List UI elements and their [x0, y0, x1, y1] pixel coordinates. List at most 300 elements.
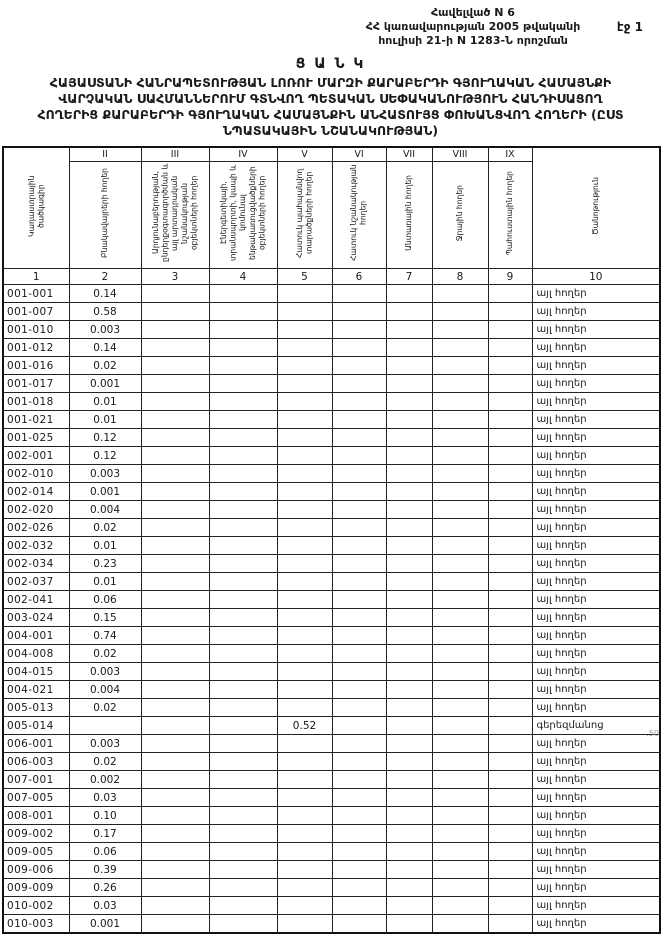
- value-cell: [141, 501, 209, 519]
- value-cell: [488, 501, 532, 519]
- table-row: [3, 375, 660, 393]
- column-header-text: Արդյունաբերության, ընդերքօգտագործման և այլ արտադրական նշանակության օբյեկտների հողեր: [151, 163, 199, 263]
- value-cell: [277, 753, 332, 771]
- remark-cell: այլ հողեր: [532, 699, 660, 717]
- remark-cell: այլ հողեր: [532, 483, 660, 501]
- value-cell: 0.06: [69, 843, 141, 861]
- value-cell: [432, 681, 488, 699]
- value-cell: [386, 573, 432, 591]
- table-row: [3, 285, 660, 303]
- value-cell: [386, 627, 432, 645]
- value-cell: [432, 357, 488, 375]
- code-cell: 001-001: [3, 285, 69, 303]
- value-cell: [488, 393, 532, 411]
- column-header-text: Էներգետիկայի, տրանսպորտի, կապի և կոմունալ ենթակառուցվածքների օբյեկտների հողեր: [219, 164, 267, 262]
- code-cell: 010-003: [3, 915, 69, 934]
- value-cell: [386, 609, 432, 627]
- column-number-cell: 9: [488, 269, 532, 285]
- value-cell: [69, 717, 141, 735]
- value-cell: [432, 591, 488, 609]
- value-cell: [141, 897, 209, 915]
- value-cell: [209, 537, 277, 555]
- value-cell: [141, 879, 209, 897]
- code-cell: 008-001: [3, 807, 69, 825]
- value-cell: [386, 465, 432, 483]
- value-cell: [332, 771, 386, 789]
- value-cell: [209, 447, 277, 465]
- remark-cell: այլ հողեր: [532, 555, 660, 573]
- page-number: էջ 1: [616, 20, 643, 34]
- value-cell: [141, 375, 209, 393]
- column-number-cell: 2: [69, 269, 141, 285]
- header-row-roman: [3, 147, 660, 162]
- value-cell: [488, 321, 532, 339]
- value-cell: 0.01: [69, 537, 141, 555]
- value-cell: [432, 429, 488, 447]
- value-cell: [209, 393, 277, 411]
- value-cell: [141, 591, 209, 609]
- value-cell: [141, 339, 209, 357]
- value-cell: [488, 825, 532, 843]
- table-row: [3, 753, 660, 771]
- value-cell: [432, 861, 488, 879]
- remark-cell: այլ հողեր: [532, 285, 660, 303]
- code-cell: 007-001: [3, 771, 69, 789]
- value-cell: [488, 429, 532, 447]
- value-cell: 0.003: [69, 663, 141, 681]
- value-cell: [488, 555, 532, 573]
- column-header-cell: [209, 162, 277, 269]
- value-cell: [277, 699, 332, 717]
- code-cell: 001-010: [3, 321, 69, 339]
- column-header-text: Բնակավայրերի հողեր: [100, 168, 110, 258]
- remark-cell: այլ հողեր: [532, 843, 660, 861]
- remark-cell: այլ հողեր: [532, 519, 660, 537]
- value-cell: [209, 663, 277, 681]
- column-header-text: Հատուկ պահպանվող տարածքների հողեր: [294, 168, 314, 258]
- code-cell: 002-034: [3, 555, 69, 573]
- value-cell: [332, 897, 386, 915]
- value-cell: [432, 807, 488, 825]
- value-cell: [432, 519, 488, 537]
- code-cell: 001-017: [3, 375, 69, 393]
- table-row: [3, 321, 660, 339]
- table-row: [3, 555, 660, 573]
- value-cell: [432, 483, 488, 501]
- value-cell: [432, 627, 488, 645]
- value-cell: [432, 501, 488, 519]
- column-number-cell: 1: [3, 269, 69, 285]
- value-cell: 0.23: [69, 555, 141, 573]
- value-cell: 0.03: [69, 789, 141, 807]
- remark-cell: այլ հողեր: [532, 357, 660, 375]
- value-cell: [332, 825, 386, 843]
- column-header-text: Անտառային հողեր: [404, 175, 414, 251]
- subtitle-line-3: ՀՈՂԵՐԻՑ ՔԱՐԱԲԵՐԴԻ ԳՅՈՒՂԱԿԱՆ ՀԱՄԱՅՆՔԻՆ ԱՆՀԱՏՈՒՅՑ ՓՈԽԱՆՑՎՈՂ ՀՈՂԵՐԻ (ԸՍՏ: [37, 107, 624, 122]
- table-row: [3, 897, 660, 915]
- value-cell: 0.01: [69, 393, 141, 411]
- value-cell: [209, 501, 277, 519]
- table-row: [3, 573, 660, 591]
- value-cell: [209, 321, 277, 339]
- code-cell: 002-001: [3, 447, 69, 465]
- value-cell: [141, 807, 209, 825]
- value-cell: 0.17: [69, 825, 141, 843]
- land-table: [2, 146, 661, 934]
- value-cell: [432, 537, 488, 555]
- value-cell: [488, 285, 532, 303]
- value-cell: [277, 807, 332, 825]
- value-cell: [432, 555, 488, 573]
- table-row: [3, 807, 660, 825]
- value-cell: [141, 447, 209, 465]
- value-cell: [141, 555, 209, 573]
- value-cell: [277, 735, 332, 753]
- value-cell: [386, 771, 432, 789]
- value-cell: [332, 555, 386, 573]
- remark-cell: այլ հողեր: [532, 573, 660, 591]
- value-cell: [332, 501, 386, 519]
- value-cell: [277, 627, 332, 645]
- value-cell: [386, 861, 432, 879]
- value-cell: 0.12: [69, 429, 141, 447]
- table-row: [3, 681, 660, 699]
- code-cell: 009-006: [3, 861, 69, 879]
- value-cell: [332, 465, 386, 483]
- value-cell: [141, 573, 209, 591]
- value-cell: [141, 465, 209, 483]
- column-number-cell: 8: [432, 269, 488, 285]
- value-cell: [141, 483, 209, 501]
- value-cell: [277, 411, 332, 429]
- value-cell: [141, 411, 209, 429]
- value-cell: [141, 843, 209, 861]
- value-cell: [332, 429, 386, 447]
- value-cell: [277, 519, 332, 537]
- value-cell: 0.15: [69, 609, 141, 627]
- code-cell: 002-020: [3, 501, 69, 519]
- code-cell: 007-005: [3, 789, 69, 807]
- table-row: [3, 717, 660, 735]
- table-row: [3, 393, 660, 411]
- value-cell: [488, 807, 532, 825]
- value-cell: [386, 501, 432, 519]
- value-cell: [386, 825, 432, 843]
- value-cell: [432, 285, 488, 303]
- value-cell: [277, 357, 332, 375]
- value-cell: [277, 285, 332, 303]
- value-cell: [209, 735, 277, 753]
- value-cell: 0.02: [69, 753, 141, 771]
- value-cell: [332, 699, 386, 717]
- value-cell: [488, 717, 532, 735]
- column-header-cell: [69, 162, 141, 269]
- value-cell: [488, 591, 532, 609]
- value-cell: [332, 915, 386, 934]
- value-cell: [209, 879, 277, 897]
- remark-cell: այլ հողեր: [532, 627, 660, 645]
- value-cell: [209, 573, 277, 591]
- header-row-numbers: [3, 269, 660, 285]
- value-cell: [432, 843, 488, 861]
- remark-cell: գերեզմանոց: [532, 717, 660, 735]
- table-row: [3, 501, 660, 519]
- value-cell: 0.004: [69, 501, 141, 519]
- value-cell: [141, 789, 209, 807]
- code-cell: 001-012: [3, 339, 69, 357]
- value-cell: 0.26: [69, 879, 141, 897]
- value-cell: [209, 303, 277, 321]
- column-number-cell: 6: [332, 269, 386, 285]
- value-cell: [277, 465, 332, 483]
- value-cell: [209, 681, 277, 699]
- value-cell: [386, 339, 432, 357]
- value-cell: [277, 375, 332, 393]
- value-cell: [141, 681, 209, 699]
- value-cell: [141, 753, 209, 771]
- column-header-cadastral-code: [3, 147, 69, 269]
- value-cell: [277, 501, 332, 519]
- value-cell: [386, 699, 432, 717]
- value-cell: [386, 375, 432, 393]
- value-cell: 0.02: [69, 357, 141, 375]
- value-cell: [432, 303, 488, 321]
- value-cell: 0.01: [69, 411, 141, 429]
- value-cell: [332, 303, 386, 321]
- roman-numeral-cell: V: [277, 147, 332, 162]
- value-cell: [332, 483, 386, 501]
- code-cell: 005-013: [3, 699, 69, 717]
- remark-cell: այլ հողեր: [532, 681, 660, 699]
- code-cell: 001-018: [3, 393, 69, 411]
- value-cell: [432, 375, 488, 393]
- column-header-text: Հատուկ նշանակության հողեր: [349, 164, 368, 262]
- value-cell: [332, 735, 386, 753]
- value-cell: [432, 753, 488, 771]
- value-cell: [386, 357, 432, 375]
- value-cell: [332, 357, 386, 375]
- value-cell: 0.003: [69, 465, 141, 483]
- value-cell: [332, 807, 386, 825]
- value-cell: [488, 357, 532, 375]
- remark-cell: այլ հողեր: [532, 807, 660, 825]
- table-row: [3, 645, 660, 663]
- remark-cell: այլ հողեր: [532, 897, 660, 915]
- code-cell: 009-002: [3, 825, 69, 843]
- value-cell: 0.39: [69, 861, 141, 879]
- value-cell: [432, 447, 488, 465]
- roman-numeral-cell: III: [141, 147, 209, 162]
- value-cell: [386, 591, 432, 609]
- code-cell: 004-021: [3, 681, 69, 699]
- value-cell: [386, 843, 432, 861]
- remark-cell: այլ հողեր: [532, 609, 660, 627]
- remark-cell: այլ հողեր: [532, 915, 660, 934]
- table-row: [3, 465, 660, 483]
- value-cell: [209, 591, 277, 609]
- value-cell: [141, 429, 209, 447]
- value-cell: [209, 465, 277, 483]
- value-cell: [488, 483, 532, 501]
- remark-cell: այլ հողեր: [532, 537, 660, 555]
- value-cell: [432, 393, 488, 411]
- table-head: [3, 147, 660, 285]
- table-row: [3, 843, 660, 861]
- value-cell: [141, 537, 209, 555]
- value-cell: [332, 609, 386, 627]
- code-cell: 004-008: [3, 645, 69, 663]
- code-cell: 002-041: [3, 591, 69, 609]
- value-cell: [209, 429, 277, 447]
- code-cell: 001-007: [3, 303, 69, 321]
- column-header-text: Կադաստրային ծածկագիր: [26, 175, 46, 237]
- column-header-remark: [532, 147, 660, 269]
- value-cell: [332, 681, 386, 699]
- value-cell: [432, 609, 488, 627]
- appendix-line-2: ՀՀ կառավարության 2005 թվականի: [365, 20, 581, 33]
- value-cell: [488, 861, 532, 879]
- table-row: [3, 825, 660, 843]
- value-cell: [488, 681, 532, 699]
- roman-numeral-cell: VII: [386, 147, 432, 162]
- value-cell: [432, 321, 488, 339]
- value-cell: [386, 411, 432, 429]
- value-cell: [488, 447, 532, 465]
- subtitle-line-1: ՀԱՅԱՍՏԱՆԻ ՀԱՆՐԱՊԵՏՈՒԹՅԱՆ ԼՈՌՈՒ ՄԱՐԶԻ ՔԱՐԱԲԵՐԴԻ ԳՅՈՒՂԱԿԱՆ ՀԱՄԱՅՆՔԻ: [49, 75, 612, 90]
- value-cell: 0.12: [69, 447, 141, 465]
- value-cell: [141, 699, 209, 717]
- value-cell: [332, 447, 386, 465]
- value-cell: [141, 861, 209, 879]
- value-cell: [386, 429, 432, 447]
- value-cell: [277, 537, 332, 555]
- value-cell: 0.004: [69, 681, 141, 699]
- document-subtitle: [0, 75, 661, 139]
- value-cell: [277, 825, 332, 843]
- value-cell: [432, 663, 488, 681]
- value-cell: [141, 285, 209, 303]
- remark-cell: այլ հողեր: [532, 375, 660, 393]
- column-header-text: Ջրային հողեր: [455, 184, 465, 242]
- value-cell: [386, 303, 432, 321]
- value-cell: [332, 411, 386, 429]
- value-cell: [209, 375, 277, 393]
- value-cell: [332, 375, 386, 393]
- roman-numeral-cell: VI: [332, 147, 386, 162]
- value-cell: [209, 717, 277, 735]
- value-cell: [386, 285, 432, 303]
- code-cell: 004-015: [3, 663, 69, 681]
- code-cell: 001-021: [3, 411, 69, 429]
- table-row: [3, 879, 660, 897]
- value-cell: [432, 825, 488, 843]
- value-cell: [141, 357, 209, 375]
- value-cell: [141, 609, 209, 627]
- value-cell: [332, 321, 386, 339]
- value-cell: [209, 753, 277, 771]
- roman-numeral-cell: IX: [488, 147, 532, 162]
- value-cell: [141, 519, 209, 537]
- value-cell: [277, 897, 332, 915]
- table-row: [3, 591, 660, 609]
- value-cell: [277, 555, 332, 573]
- value-cell: [386, 483, 432, 501]
- value-cell: 0.74: [69, 627, 141, 645]
- value-cell: [488, 627, 532, 645]
- value-cell: [209, 843, 277, 861]
- code-cell: 002-026: [3, 519, 69, 537]
- subtitle-line-2: ՎԱՐՉԱԿԱՆ ՍԱՀՄԱՆՆԵՐՈՒՄ ԳՏՆՎՈՂ ՊԵՏԱԿԱՆ ՍԵՓԱԿԱՆՈՒԹՅՈՒՆ ՀԱՆԴԻՍԱՑՈՂ: [58, 91, 603, 106]
- value-cell: [488, 303, 532, 321]
- table-row: [3, 303, 660, 321]
- value-cell: 0.001: [69, 915, 141, 934]
- table-row: [3, 915, 660, 934]
- value-cell: 0.02: [69, 699, 141, 717]
- value-cell: [332, 663, 386, 681]
- page-title: Ց Ա Ն Կ: [295, 56, 366, 72]
- margin-stray-mark: .50: [646, 729, 659, 738]
- value-cell: [332, 843, 386, 861]
- value-cell: [277, 339, 332, 357]
- remark-cell: այլ հողեր: [532, 753, 660, 771]
- column-header-cell: [386, 162, 432, 269]
- value-cell: [209, 771, 277, 789]
- value-cell: [386, 393, 432, 411]
- value-cell: [332, 861, 386, 879]
- value-cell: [141, 627, 209, 645]
- value-cell: [277, 591, 332, 609]
- value-cell: [141, 303, 209, 321]
- code-cell: 006-001: [3, 735, 69, 753]
- value-cell: [209, 897, 277, 915]
- value-cell: [386, 789, 432, 807]
- value-cell: [209, 699, 277, 717]
- value-cell: [332, 591, 386, 609]
- value-cell: [209, 519, 277, 537]
- value-cell: [209, 807, 277, 825]
- value-cell: 0.14: [69, 339, 141, 357]
- value-cell: [332, 339, 386, 357]
- table-row: [3, 357, 660, 375]
- remark-cell: այլ հողեր: [532, 879, 660, 897]
- value-cell: [209, 861, 277, 879]
- column-header-cell: [332, 162, 386, 269]
- value-cell: [141, 825, 209, 843]
- column-header-cell: [432, 162, 488, 269]
- remark-cell: այլ հողեր: [532, 429, 660, 447]
- value-cell: 0.10: [69, 807, 141, 825]
- remark-cell: այլ հողեր: [532, 339, 660, 357]
- remark-cell: այլ հողեր: [532, 825, 660, 843]
- column-number-cell: 4: [209, 269, 277, 285]
- value-cell: [332, 285, 386, 303]
- value-cell: [277, 915, 332, 934]
- value-cell: [141, 393, 209, 411]
- value-cell: [432, 573, 488, 591]
- code-cell: 002-014: [3, 483, 69, 501]
- remark-cell: այլ հողեր: [532, 465, 660, 483]
- value-cell: [386, 663, 432, 681]
- value-cell: [332, 717, 386, 735]
- code-cell: 010-002: [3, 897, 69, 915]
- remark-cell: այլ հողեր: [532, 663, 660, 681]
- value-cell: [386, 645, 432, 663]
- table-row: [3, 789, 660, 807]
- table-row: [3, 627, 660, 645]
- subtitle-line-4: ՆՊԱՏԱԿԱՅԻՆ ՆՇԱՆԱԿՈՒԹՅԱՆ): [222, 123, 439, 138]
- value-cell: [386, 681, 432, 699]
- table-row: [3, 609, 660, 627]
